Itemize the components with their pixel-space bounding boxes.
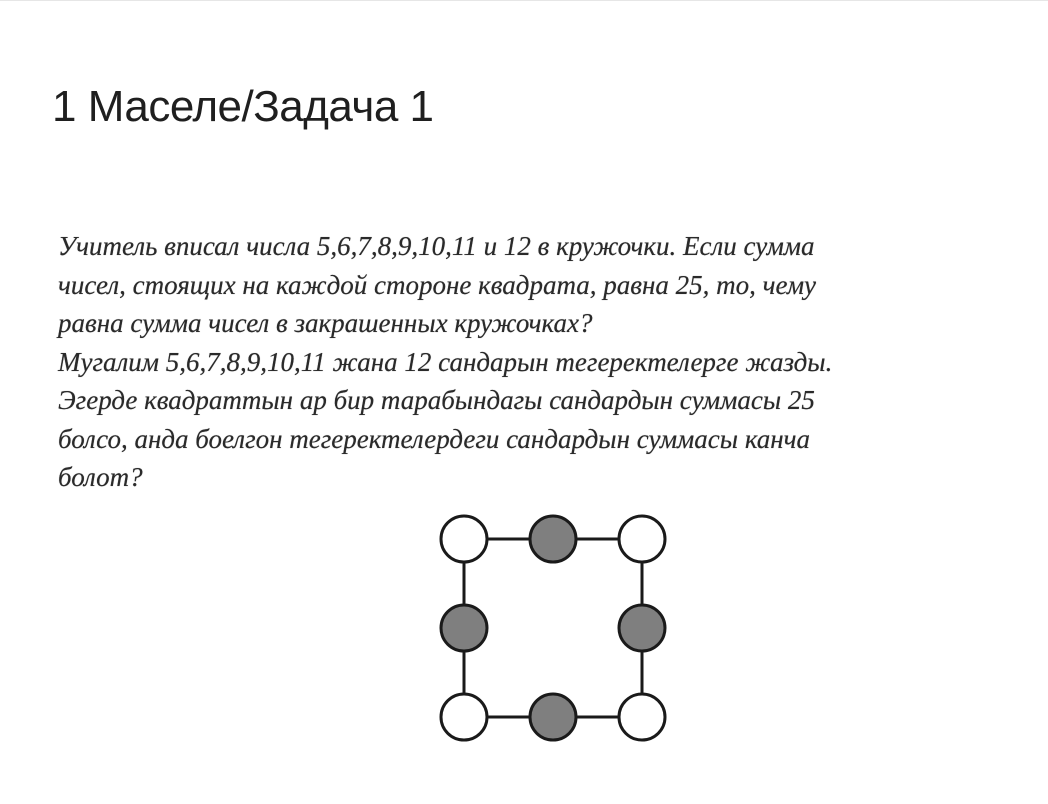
circle-top-left-empty xyxy=(441,516,487,562)
square-circles-diagram xyxy=(424,501,684,761)
problem-text xyxy=(58,227,998,497)
square-edges xyxy=(464,539,642,717)
problem-line: чисел, стоящих на каждой стороне квадрата, равна 25, то, чему xyxy=(58,269,817,300)
problem-line: болсо, анда боелгон тегеректелердеги сандардын суммасы канча xyxy=(58,423,811,454)
circle-middle-right-filled xyxy=(619,605,665,651)
diagram-svg xyxy=(424,501,684,761)
circles-group xyxy=(441,516,665,740)
problem-line: болот? xyxy=(58,462,143,492)
circle-top-right-empty xyxy=(619,516,665,562)
circle-bottom-middle-filled xyxy=(530,694,576,740)
circle-bottom-right-empty xyxy=(619,694,665,740)
problem-line: Эгерде квадраттын ар бир тарабындагы сандардын суммасы 25 xyxy=(58,385,815,415)
problem-line: равна сумма чисел в закрашенных кружочках? xyxy=(58,308,593,338)
circle-top-middle-filled xyxy=(530,516,576,562)
circle-middle-left-filled xyxy=(441,605,487,651)
circle-bottom-left-empty xyxy=(441,694,487,740)
problem-line: Мугалим 5,6,7,8,9,10,11 жана 12 сандарын тегеректелерге жазды. xyxy=(58,346,833,377)
page-title: 1 Маселе/Задача 1 xyxy=(52,82,434,131)
problem-line: Учитель вписал числа 5,6,7,8,9,10,11 и 12 в кружочки. Если сумма xyxy=(58,231,815,261)
